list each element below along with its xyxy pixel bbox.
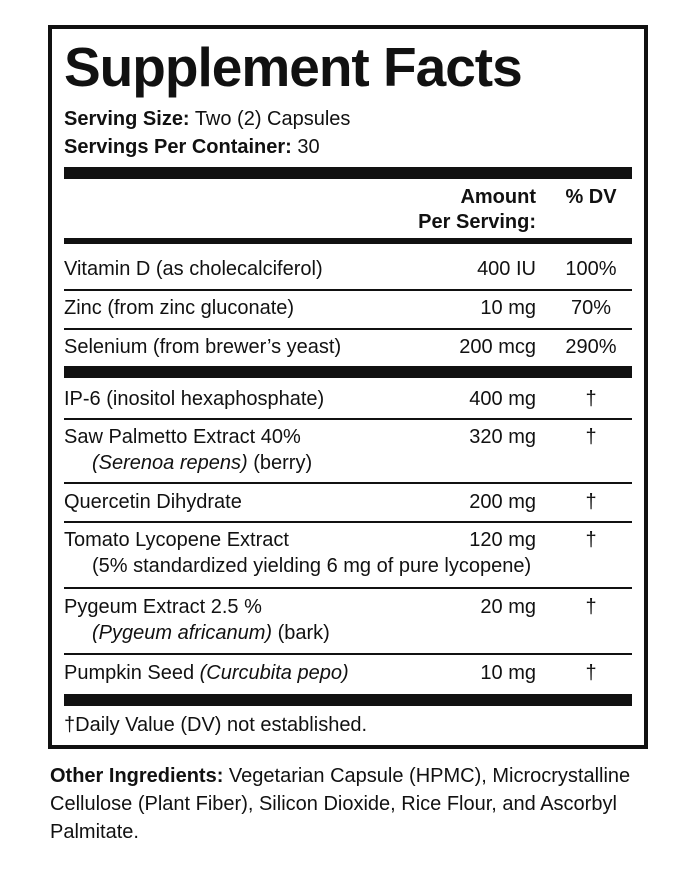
daily-value-footnote: †Daily Value (DV) not established. — [64, 714, 368, 736]
amount-header-line1: Amount — [460, 186, 536, 208]
ingredient-dv: † — [585, 491, 597, 513]
ingredient-amount: 400 mg — [469, 388, 536, 410]
row-divider — [64, 418, 632, 420]
panel-inner — [64, 29, 632, 745]
other-ingredients — [50, 762, 650, 846]
ingredient-note: (5% standardized yielding 6 mg of pure lycopene) — [92, 555, 532, 577]
ingredient-dv: † — [585, 426, 597, 448]
servings-per-container-value: 30 — [297, 136, 320, 158]
row-divider — [64, 587, 632, 589]
ingredient-common-name: Pumpkin Seed — [64, 662, 200, 684]
serving-size — [64, 107, 350, 131]
thick-divider-top — [64, 167, 632, 179]
nutrient-dv: 70% — [570, 297, 612, 319]
thick-divider-middle — [64, 366, 632, 378]
ingredient-name: Saw Palmetto Extract 40% — [64, 426, 301, 448]
ingredient-name: Tomato Lycopene Extract — [64, 529, 289, 551]
row-divider — [64, 328, 632, 330]
servings-per-container-label: Servings Per Container: — [64, 136, 292, 158]
dv-column-header: % DV — [565, 186, 617, 208]
panel-title: Supplement Facts — [64, 36, 522, 98]
nutrient-amount: 400 IU — [477, 258, 536, 280]
botanical-name: (Curcubita pepo) — [199, 662, 349, 684]
botanical-part: (berry) — [247, 452, 313, 474]
botanical-name: (Pygeum africanum) — [92, 622, 273, 644]
nutrient-amount: 10 mg — [480, 297, 536, 319]
ingredient-botanical — [92, 451, 312, 476]
botanical-name: (Serenoa repens) — [92, 452, 248, 474]
ingredient-dv: † — [585, 662, 597, 684]
ingredient-row — [64, 595, 632, 647]
ingredient-name — [64, 661, 349, 686]
medium-divider — [64, 238, 632, 244]
ingredient-name: Quercetin Dihydrate — [64, 491, 242, 513]
amount-column-header — [418, 185, 536, 235]
ingredient-dv: † — [585, 529, 597, 551]
serving-size-label: Serving Size: — [64, 108, 190, 130]
ingredient-amount: 120 mg — [469, 529, 536, 551]
ingredient-name: IP-6 (inositol hexaphosphate) — [64, 388, 325, 410]
nutrient-name: Vitamin D (as cholecalciferol) — [64, 258, 323, 280]
row-divider — [64, 521, 632, 523]
nutrient-name: Zinc (from zinc gluconate) — [64, 297, 295, 319]
ingredient-amount: 320 mg — [469, 426, 536, 448]
nutrient-name: Selenium (from brewer’s yeast) — [64, 336, 342, 358]
row-divider — [64, 482, 632, 484]
ingredient-dv: † — [585, 596, 597, 618]
ingredient-row — [64, 528, 632, 580]
thick-divider-bottom — [64, 694, 632, 706]
ingredient-amount: 200 mg — [469, 491, 536, 513]
ingredient-row — [64, 425, 632, 477]
row-divider — [64, 289, 632, 291]
other-ingredients-text: Vegetarian Capsule (HPMC), Microcrystalline Cellulose (Plant Fiber), Silicon Dioxide, Rice Flour, and Ascorbyl Palmitate. — [50, 765, 631, 843]
amount-header-line2: Per Serving: — [418, 211, 536, 233]
ingredient-amount: 10 mg — [480, 662, 536, 684]
row-divider — [64, 653, 632, 655]
ingredient-name: Pygeum Extract 2.5 % — [64, 596, 262, 618]
botanical-part: (bark) — [272, 622, 330, 644]
serving-size-value: Two (2) Capsules — [194, 108, 351, 130]
servings-per-container — [64, 135, 320, 159]
ingredient-dv: † — [585, 388, 597, 410]
other-ingredients-label: Other Ingredients: — [50, 765, 224, 787]
nutrient-dv: 290% — [565, 336, 617, 358]
nutrient-amount: 200 mcg — [459, 336, 536, 358]
nutrient-dv: 100% — [565, 258, 617, 280]
ingredient-botanical — [92, 621, 330, 646]
supplement-facts-panel — [48, 25, 648, 749]
ingredient-amount: 20 mg — [480, 596, 536, 618]
